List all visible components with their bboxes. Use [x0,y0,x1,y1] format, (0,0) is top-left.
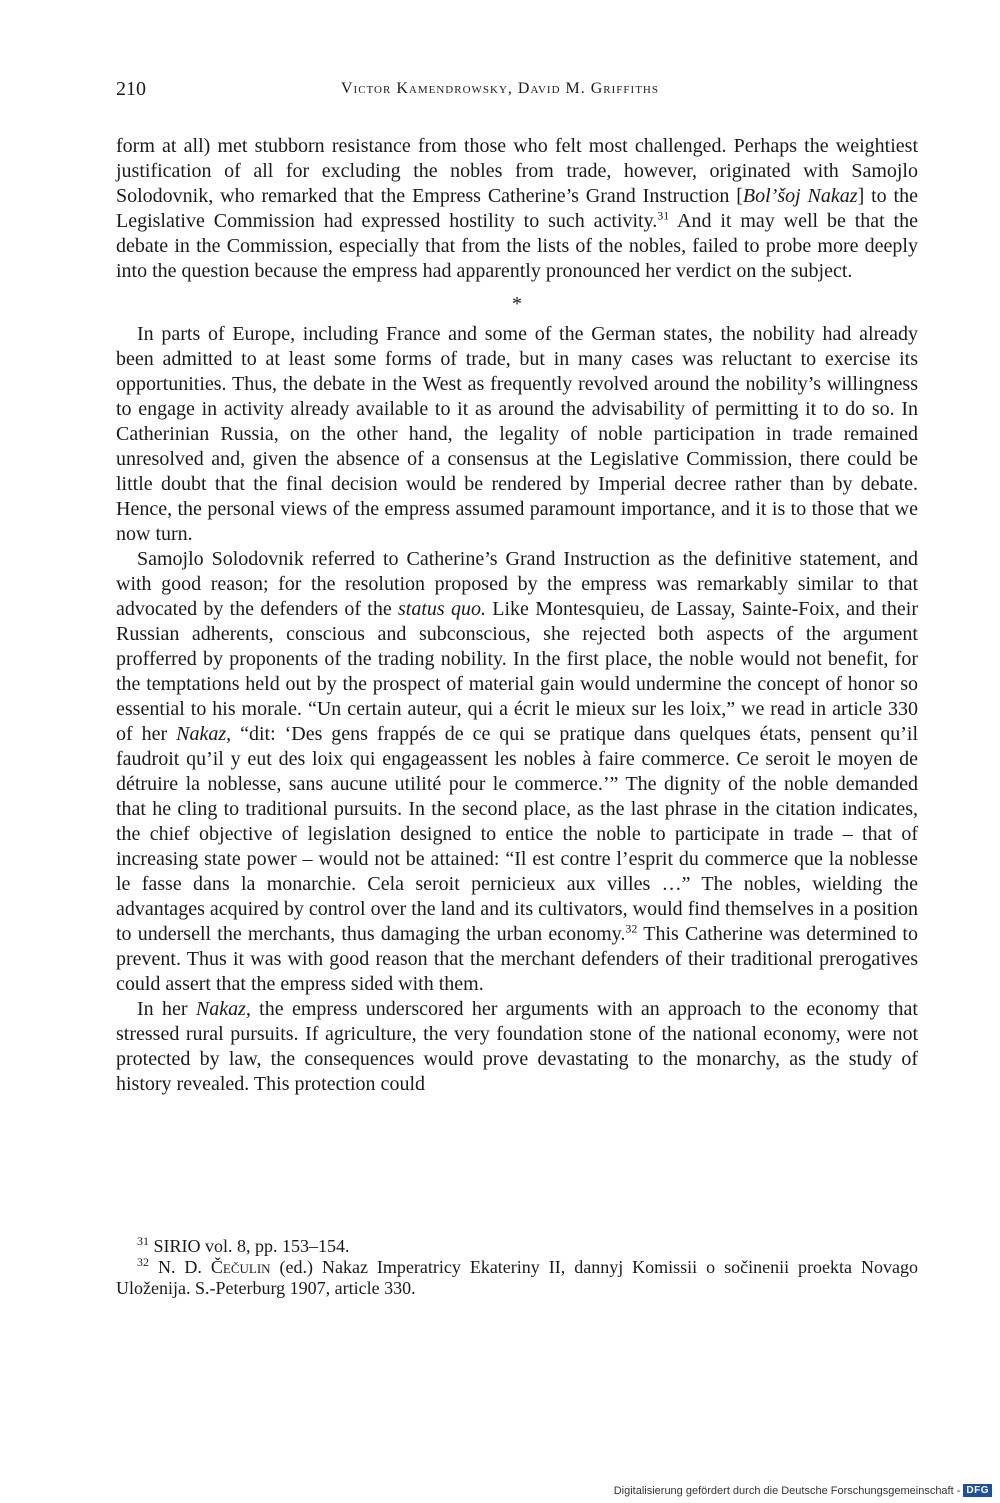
footnote-31 [116,1236,918,1257]
running-head: Victor Kamendrowsky, David M. Griffiths [340,80,659,97]
dfg-logo-icon: DFG [963,1484,992,1497]
nakaz-title: Bol’šoj Nakaz [742,185,858,207]
footnote-mark: 31 [137,1234,149,1248]
section-separator: * [512,293,522,315]
paragraph-2: In parts of Europe, including France and some of the German states, the nobility had already been admitted to at least some forms of trade, but in many cases was reluctant to exercise its opportunities. Thus, the debate in the West as frequently revolved around the nobility’s willingness to engage in activity already available to it as around the advisability of permitting it to do so. In Catherinian Russia, on the other hand, the legality of noble participation in trade remained unresolved and, given the absence of a consensus at the Legislative Commission, there could be little doubt that the final decision would be rendered by Imperial decree rather than by debate. Hence, the personal views of the empress assumed paramount importance, and it is to those that we now turn. [116,323,918,545]
footnote-mark: 32 [137,1255,149,1269]
status-quo-term: status quo. [398,598,486,620]
nakaz-title: Nakaz, [176,723,232,745]
footnote-text: SIRIO vol. 8, pp. 153–154. [153,1236,350,1256]
paragraph-4-text: the empress underscored her arguments with an approach to the economy that stressed rural pursuits. If agriculture, the very foundation stone of the national economy, were not protected by law, the consequences would prove devastating to the monarchy, as the study of history revealed. This protection could [116,998,918,1095]
paragraph-1 [116,134,918,284]
paragraph-4 [116,997,918,1097]
paragraph-1-text: ] to the Legislative Commission had expressed hostility to such activity. [116,185,918,232]
paragraph-1-text: And it may well be that the debate in the Commission, especially that from the lists of the nobles, failed to probe more deeply into the question because the empress had apparently pronounced her verdict on the subject. [116,210,918,282]
paragraph-3-text: Samojlo Solodovnik referred to Catherine’s Grand Instruction as the definitive statement, and with good reason; for the resolution proposed by the empress was remarkably similar to that advocated by the defenders of the [116,548,918,620]
dfg-credit-text: Digitalisierung gefördert durch die Deutsche Forschungsgemeinschaft - [613,1484,961,1497]
paragraph-3-text: Like Montesquieu, de Lassay, Sainte-Foix, and their Russian adherents, conscious and subconscious, she rejected both aspects of the argument profferred by proponents of the trading nobility. In the first place, the noble would not benefit, for the temptations held out by the prospect of material gain would undermine the concept of honor so essential to his morale. “Un certain auteur, qui a écrit le mieux sur les loix,” we read in article 330 of her [116,598,919,745]
paragraph-3-text: This Catherine was determined to prevent. Thus it was with good reason that the merchant defenders of their traditional prerogatives could assert that the empress sided with them. [116,923,918,995]
paragraph-4-text: In her [137,998,196,1020]
footnote-ref-31[interactable]: 31 [657,208,670,223]
paragraph-1-text: form at all) met stubborn resistance from those who felt most challenged. Perhaps the weightiest justification of all for excluding the nobles from trade, however, originated with Samojlo Solodovnik, who remarked that the Empress Catherine’s Grand Instruction [ [116,135,918,207]
footnote-text: (ed.) Nakaz Imperatricy Ekateriny II, dannyj Komissii o sočinenii proekta Novago Uloženija. S.-Peterburg 1907, article 330. [116,1257,918,1298]
dfg-credit [614,1484,992,1497]
footnote-32 [116,1257,918,1299]
footnote-ref-32[interactable]: 32 [625,921,638,936]
page-number: 210 [116,78,146,100]
main-text [116,134,918,1097]
paragraph-3-text: “dit: ‘Des gens frappés de ce qui se pratique dans quelques états, pensent qu’il faudroit qu’il y eut des loix qui engageassent les nobles à faire commerce. Ce seroit le moyen de détruire la noblesse, sans aucune utilité pour le commerce.’” The dignity of the noble demanded that he cling to traditional pursuits. In the second place, as the last phrase in the citation indicates, the chief objective of legislation designed to entice the noble to participate in trade – that of increasing state power – would not be attained: “Il est contre l’esprit du commerce que la noblesse le fasse dans la monarchie. Cela seroit pernicieux aux villes …” The nobles, wielding the advantages acquired by control over the land and its cultivators, would find themselves in a position to undersell the merchants, thus damaging the urban economy. [116,723,918,945]
nakaz-title: Nakaz, [195,998,251,1020]
paragraph-3 [116,547,918,997]
footnotes [116,1236,918,1299]
footnote-author: N. D. Čečulin [157,1257,271,1277]
